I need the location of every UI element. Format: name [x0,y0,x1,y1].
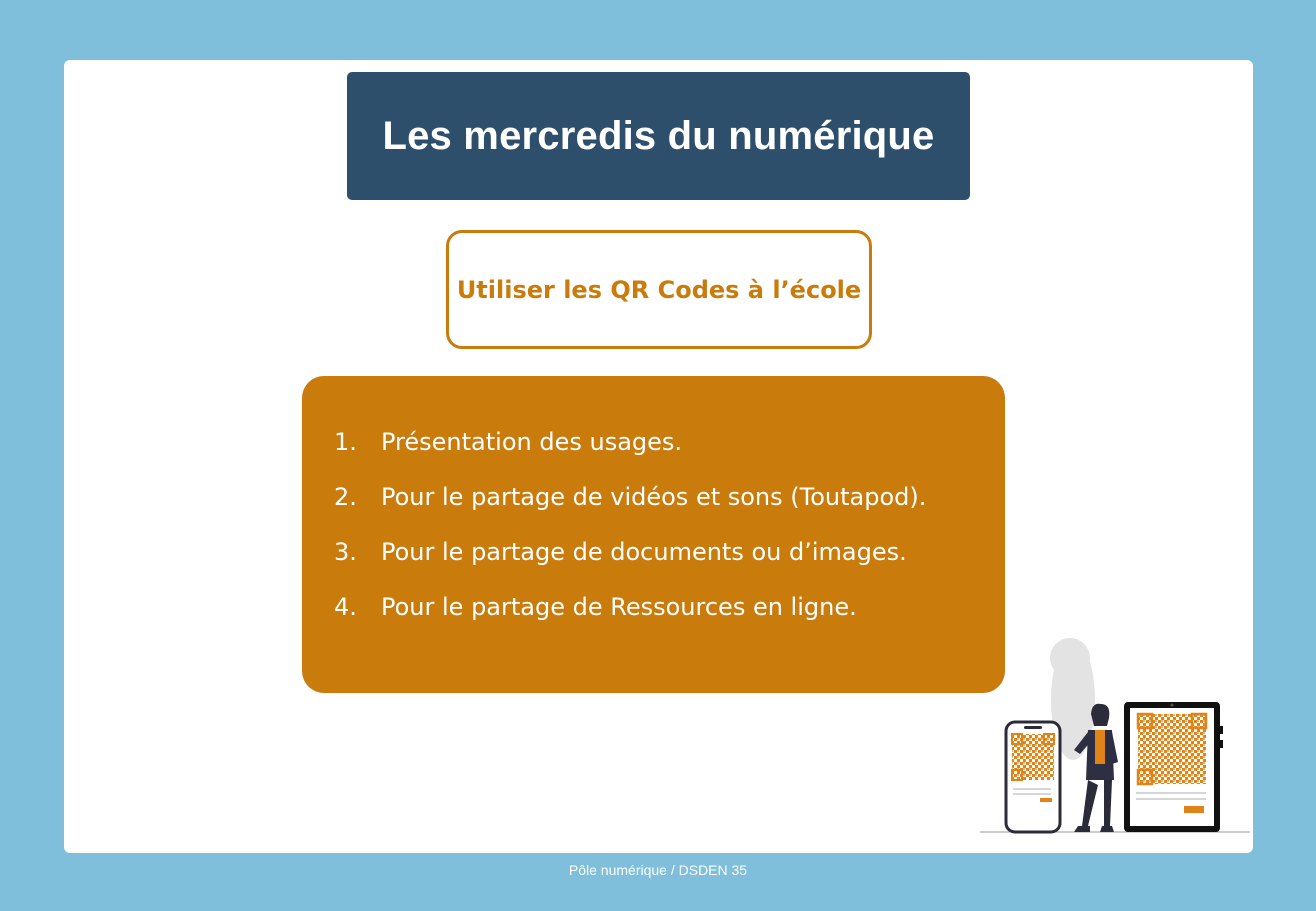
agenda-item-number: 3. [334,538,357,566]
agenda-item-text: Présentation des usages. [381,428,683,456]
subtitle-box [446,230,872,349]
agenda-list [334,426,926,646]
agenda-item [334,591,926,646]
agenda-item-text: Pour le partage de Ressources en ligne. [381,593,857,621]
agenda-item-text: Pour le partage de vidéos et sons (Toutapod). [381,483,927,511]
title-banner [347,72,970,200]
agenda-item [334,536,926,591]
agenda-item-text: Pour le partage de documents ou d’images. [381,538,907,566]
agenda-item [334,426,926,481]
agenda-item-number: 1. [334,428,357,456]
agenda-item-number: 2. [334,483,357,511]
agenda-item-number: 4. [334,593,357,621]
agenda-item [334,481,926,536]
footer-credit: Pôle numérique / DSDEN 35 [568,862,748,878]
agenda-box [302,376,1005,693]
person-with-qr-code-devices-illustration-icon [978,630,1252,840]
slide-title: Les mercredis du numérique [382,113,935,158]
slide-subtitle: Utiliser les QR Codes à l’école [456,275,862,304]
